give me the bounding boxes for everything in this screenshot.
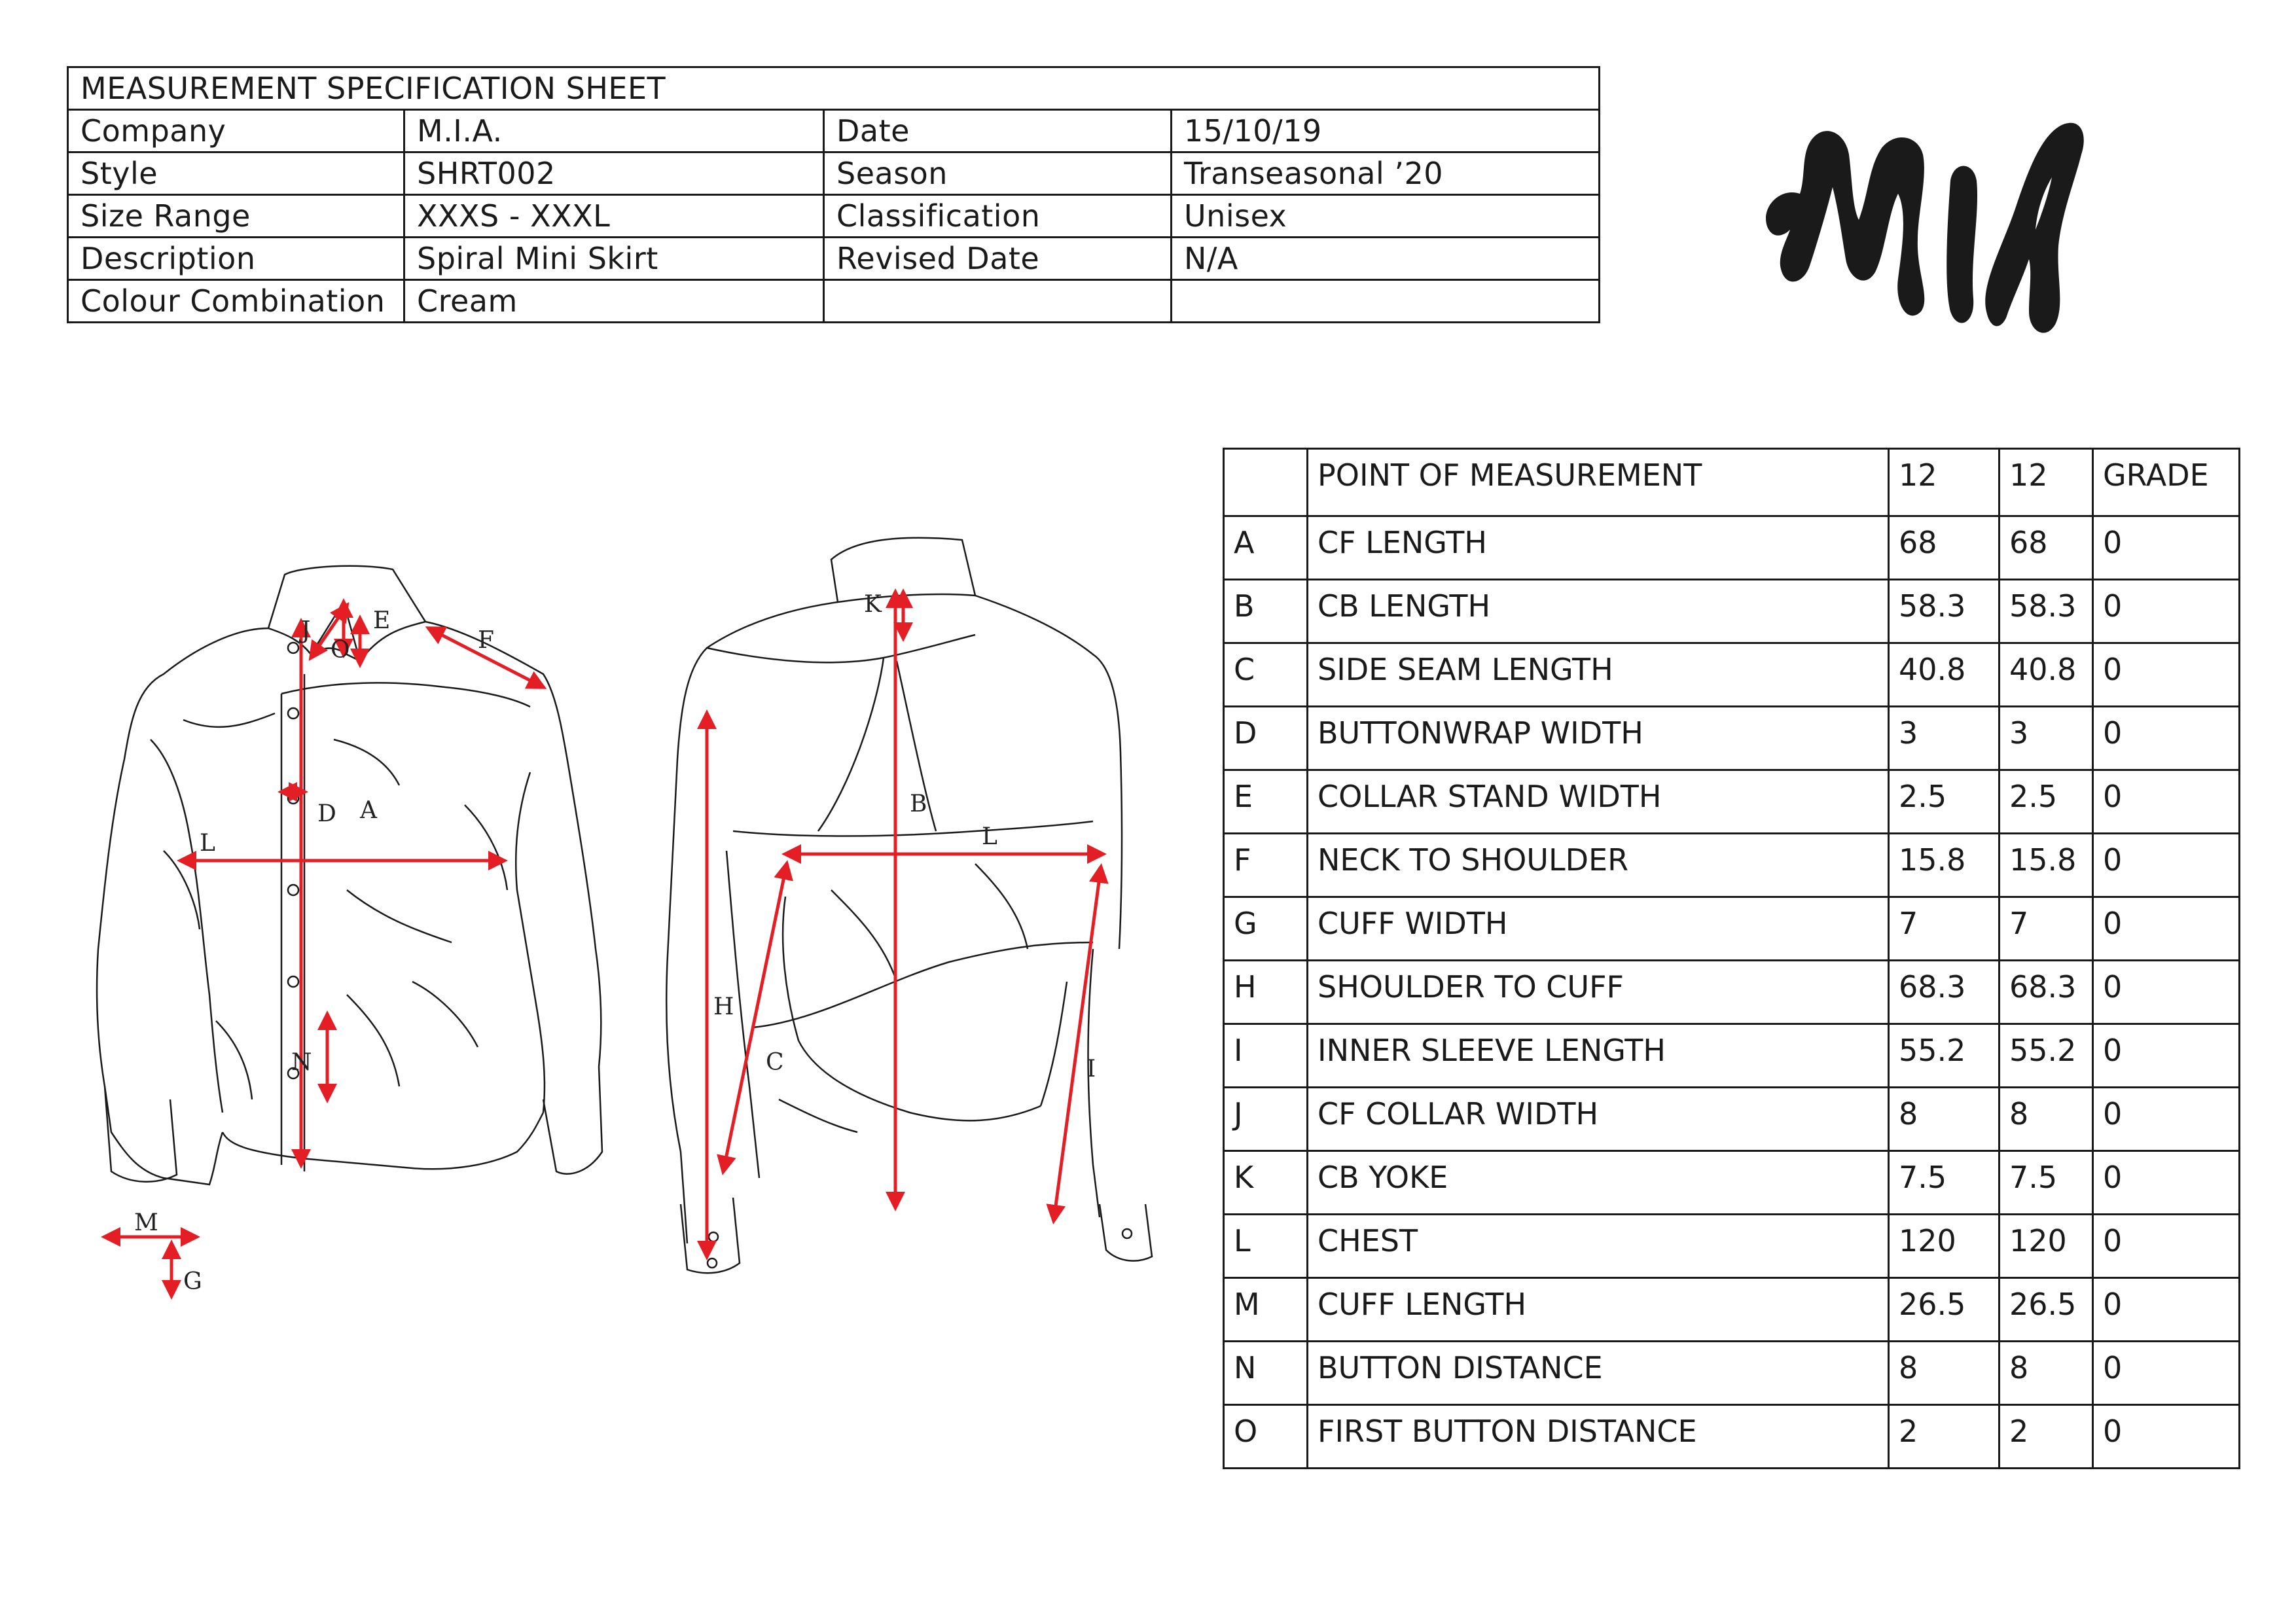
label-f: F bbox=[478, 627, 494, 654]
pom-grade: 0 bbox=[2093, 1405, 2240, 1469]
label-j: J bbox=[301, 617, 311, 644]
pom-row bbox=[1224, 1215, 2240, 1278]
pom-grade: 0 bbox=[2093, 1088, 2240, 1151]
pom-value-size: 120 bbox=[1889, 1215, 2000, 1278]
pom-code: B bbox=[1224, 580, 1308, 643]
spec-label: Company bbox=[68, 110, 404, 152]
pom-value-size: 8 bbox=[2000, 1088, 2093, 1151]
pom-value-size: 15.8 bbox=[1889, 834, 2000, 897]
spec-label bbox=[824, 280, 1172, 323]
pom-table bbox=[1223, 448, 2240, 1469]
pom-value-size: 15.8 bbox=[2000, 834, 2093, 897]
pom-header-size: 12 bbox=[2000, 449, 2093, 516]
pom-grade: 0 bbox=[2093, 1024, 2240, 1088]
pom-header-point: POINT OF MEASUREMENT bbox=[1308, 449, 1889, 516]
spec-value: XXXS - XXXL bbox=[404, 195, 824, 238]
label-i: I bbox=[1086, 1056, 1096, 1082]
pom-point-name: COLLAR STAND WIDTH bbox=[1308, 770, 1889, 834]
pom-grade: 0 bbox=[2093, 1151, 2240, 1215]
pom-code: N bbox=[1224, 1342, 1308, 1405]
spec-label: Revised Date bbox=[824, 238, 1172, 280]
pom-value-size: 7.5 bbox=[1889, 1151, 2000, 1215]
pom-value-size: 68 bbox=[1889, 516, 2000, 580]
logo-lettering bbox=[1766, 123, 2084, 333]
pom-point-name: CB LENGTH bbox=[1308, 580, 1889, 643]
pom-code: D bbox=[1224, 707, 1308, 770]
label-l-back: L bbox=[982, 823, 997, 850]
pom-value-size: 7 bbox=[2000, 897, 2093, 961]
pom-value-size: 26.5 bbox=[1889, 1278, 2000, 1342]
pom-grade: 0 bbox=[2093, 707, 2240, 770]
label-k: K bbox=[864, 591, 882, 618]
pom-code: I bbox=[1224, 1024, 1308, 1088]
label-n: N bbox=[291, 1049, 312, 1076]
pom-grade: 0 bbox=[2093, 1215, 2240, 1278]
pom-value-size: 2 bbox=[2000, 1405, 2093, 1469]
pom-row bbox=[1224, 1151, 2240, 1215]
back-cuff-buttons bbox=[708, 1229, 1132, 1268]
spec-row bbox=[68, 110, 1600, 152]
pom-value-size: 8 bbox=[1889, 1088, 2000, 1151]
pom-value-size: 2 bbox=[1889, 1405, 2000, 1469]
pom-grade: 0 bbox=[2093, 961, 2240, 1024]
spec-value bbox=[1172, 280, 1600, 323]
pom-row bbox=[1224, 1024, 2240, 1088]
pom-row bbox=[1224, 961, 2240, 1024]
pom-value-size: 26.5 bbox=[2000, 1278, 2093, 1342]
pom-point-name: CUFF WIDTH bbox=[1308, 897, 1889, 961]
pom-value-size: 7.5 bbox=[2000, 1151, 2093, 1215]
shirt-back-drawing bbox=[635, 524, 1172, 1374]
pom-grade: 0 bbox=[2093, 770, 2240, 834]
spec-label: Colour Combination bbox=[68, 280, 404, 323]
pom-point-name: INNER SLEEVE LENGTH bbox=[1308, 1024, 1889, 1088]
spec-value: M.I.A. bbox=[404, 110, 824, 152]
pom-code: A bbox=[1224, 516, 1308, 580]
pom-value-size: 40.8 bbox=[1889, 643, 2000, 707]
spec-row bbox=[68, 280, 1600, 323]
spec-header-table bbox=[67, 66, 1600, 323]
spec-label: Classification bbox=[824, 195, 1172, 238]
pom-value-size: 68.3 bbox=[1889, 961, 2000, 1024]
label-c: C bbox=[766, 1049, 784, 1076]
pom-code: H bbox=[1224, 961, 1308, 1024]
spec-label: Date bbox=[824, 110, 1172, 152]
pom-code: J bbox=[1224, 1088, 1308, 1151]
pom-row bbox=[1224, 580, 2240, 643]
pom-row bbox=[1224, 516, 2240, 580]
spec-label: Style bbox=[68, 152, 404, 195]
pom-value-size: 58.3 bbox=[1889, 580, 2000, 643]
pom-point-name: CF LENGTH bbox=[1308, 516, 1889, 580]
pom-value-size: 58.3 bbox=[2000, 580, 2093, 643]
spec-value: 15/10/19 bbox=[1172, 110, 1600, 152]
pom-row bbox=[1224, 707, 2240, 770]
pom-grade: 0 bbox=[2093, 1342, 2240, 1405]
pom-grade: 0 bbox=[2093, 516, 2240, 580]
pom-value-size: 3 bbox=[1889, 707, 2000, 770]
pom-point-name: BUTTON DISTANCE bbox=[1308, 1342, 1889, 1405]
mia-brush-logo bbox=[1754, 63, 2094, 351]
pom-point-name: NECK TO SHOULDER bbox=[1308, 834, 1889, 897]
pom-row bbox=[1224, 1342, 2240, 1405]
pom-value-size: 40.8 bbox=[2000, 643, 2093, 707]
spec-label: Size Range bbox=[68, 195, 404, 238]
pom-grade: 0 bbox=[2093, 1278, 2240, 1342]
back-measure-lines bbox=[707, 592, 1103, 1257]
label-m: M bbox=[134, 1209, 158, 1236]
pom-point-name: FIRST BUTTON DISTANCE bbox=[1308, 1405, 1889, 1469]
label-e: E bbox=[373, 607, 391, 634]
pom-point-name: SIDE SEAM LENGTH bbox=[1308, 643, 1889, 707]
pom-row bbox=[1224, 1278, 2240, 1342]
label-o: O bbox=[331, 637, 350, 664]
spec-value: SHRT002 bbox=[404, 152, 824, 195]
pom-point-name: BUTTONWRAP WIDTH bbox=[1308, 707, 1889, 770]
label-d: D bbox=[317, 800, 336, 827]
pom-grade: 0 bbox=[2093, 580, 2240, 643]
pom-code: K bbox=[1224, 1151, 1308, 1215]
label-h: H bbox=[713, 993, 734, 1020]
spec-label: Description bbox=[68, 238, 404, 280]
pom-value-size: 68.3 bbox=[2000, 961, 2093, 1024]
pom-code: F bbox=[1224, 834, 1308, 897]
pom-value-size: 3 bbox=[2000, 707, 2093, 770]
pom-value-size: 7 bbox=[1889, 897, 2000, 961]
pom-code: E bbox=[1224, 770, 1308, 834]
pom-grade: 0 bbox=[2093, 834, 2240, 897]
pom-row bbox=[1224, 770, 2240, 834]
pom-code: C bbox=[1224, 643, 1308, 707]
pom-value-size: 2.5 bbox=[1889, 770, 2000, 834]
label-a: A bbox=[360, 797, 377, 824]
pom-row bbox=[1224, 1088, 2240, 1151]
spec-row bbox=[68, 195, 1600, 238]
pom-value-size: 55.2 bbox=[2000, 1024, 2093, 1088]
pom-header-grade: GRADE bbox=[2093, 449, 2240, 516]
pom-header-size: 12 bbox=[1889, 449, 2000, 516]
pom-table-body bbox=[1224, 516, 2240, 1469]
label-g: G bbox=[183, 1268, 202, 1295]
label-b: B bbox=[910, 791, 927, 817]
pom-row bbox=[1224, 897, 2240, 961]
pom-header-row bbox=[1224, 449, 2240, 516]
pom-row bbox=[1224, 1405, 2240, 1469]
spec-row bbox=[68, 152, 1600, 195]
pom-point-name: CHEST bbox=[1308, 1215, 1889, 1278]
spec-label: Season bbox=[824, 152, 1172, 195]
pom-value-size: 120 bbox=[2000, 1215, 2093, 1278]
pom-grade: 0 bbox=[2093, 897, 2240, 961]
pom-code: M bbox=[1224, 1278, 1308, 1342]
pom-value-size: 8 bbox=[2000, 1342, 2093, 1405]
pom-point-name: CUFF LENGTH bbox=[1308, 1278, 1889, 1342]
pom-row bbox=[1224, 834, 2240, 897]
back-shirt-outline bbox=[666, 538, 1152, 1273]
pom-header-code bbox=[1224, 449, 1308, 516]
sheet-title: MEASUREMENT SPECIFICATION SHEET bbox=[68, 67, 1600, 110]
spec-value: N/A bbox=[1172, 238, 1600, 280]
spec-value: Spiral Mini Skirt bbox=[404, 238, 824, 280]
pom-point-name: CB YOKE bbox=[1308, 1151, 1889, 1215]
spec-value: Unisex bbox=[1172, 195, 1600, 238]
spec-row bbox=[68, 238, 1600, 280]
pom-value-size: 2.5 bbox=[2000, 770, 2093, 834]
front-measure-lines bbox=[105, 602, 543, 1296]
spec-value: Transeasonal ’20 bbox=[1172, 152, 1600, 195]
spec-title-row bbox=[68, 67, 1600, 110]
pom-point-name: CF COLLAR WIDTH bbox=[1308, 1088, 1889, 1151]
pom-grade: 0 bbox=[2093, 643, 2240, 707]
pom-code: G bbox=[1224, 897, 1308, 961]
pom-point-name: SHOULDER TO CUFF bbox=[1308, 961, 1889, 1024]
pom-value-size: 8 bbox=[1889, 1342, 2000, 1405]
shirt-front-drawing bbox=[85, 524, 622, 1335]
pom-value-size: 55.2 bbox=[1889, 1024, 2000, 1088]
pom-code: L bbox=[1224, 1215, 1308, 1278]
label-l: L bbox=[200, 830, 215, 857]
pom-code: O bbox=[1224, 1405, 1308, 1469]
spec-value: Cream bbox=[404, 280, 824, 323]
pom-value-size: 68 bbox=[2000, 516, 2093, 580]
pom-row bbox=[1224, 643, 2240, 707]
